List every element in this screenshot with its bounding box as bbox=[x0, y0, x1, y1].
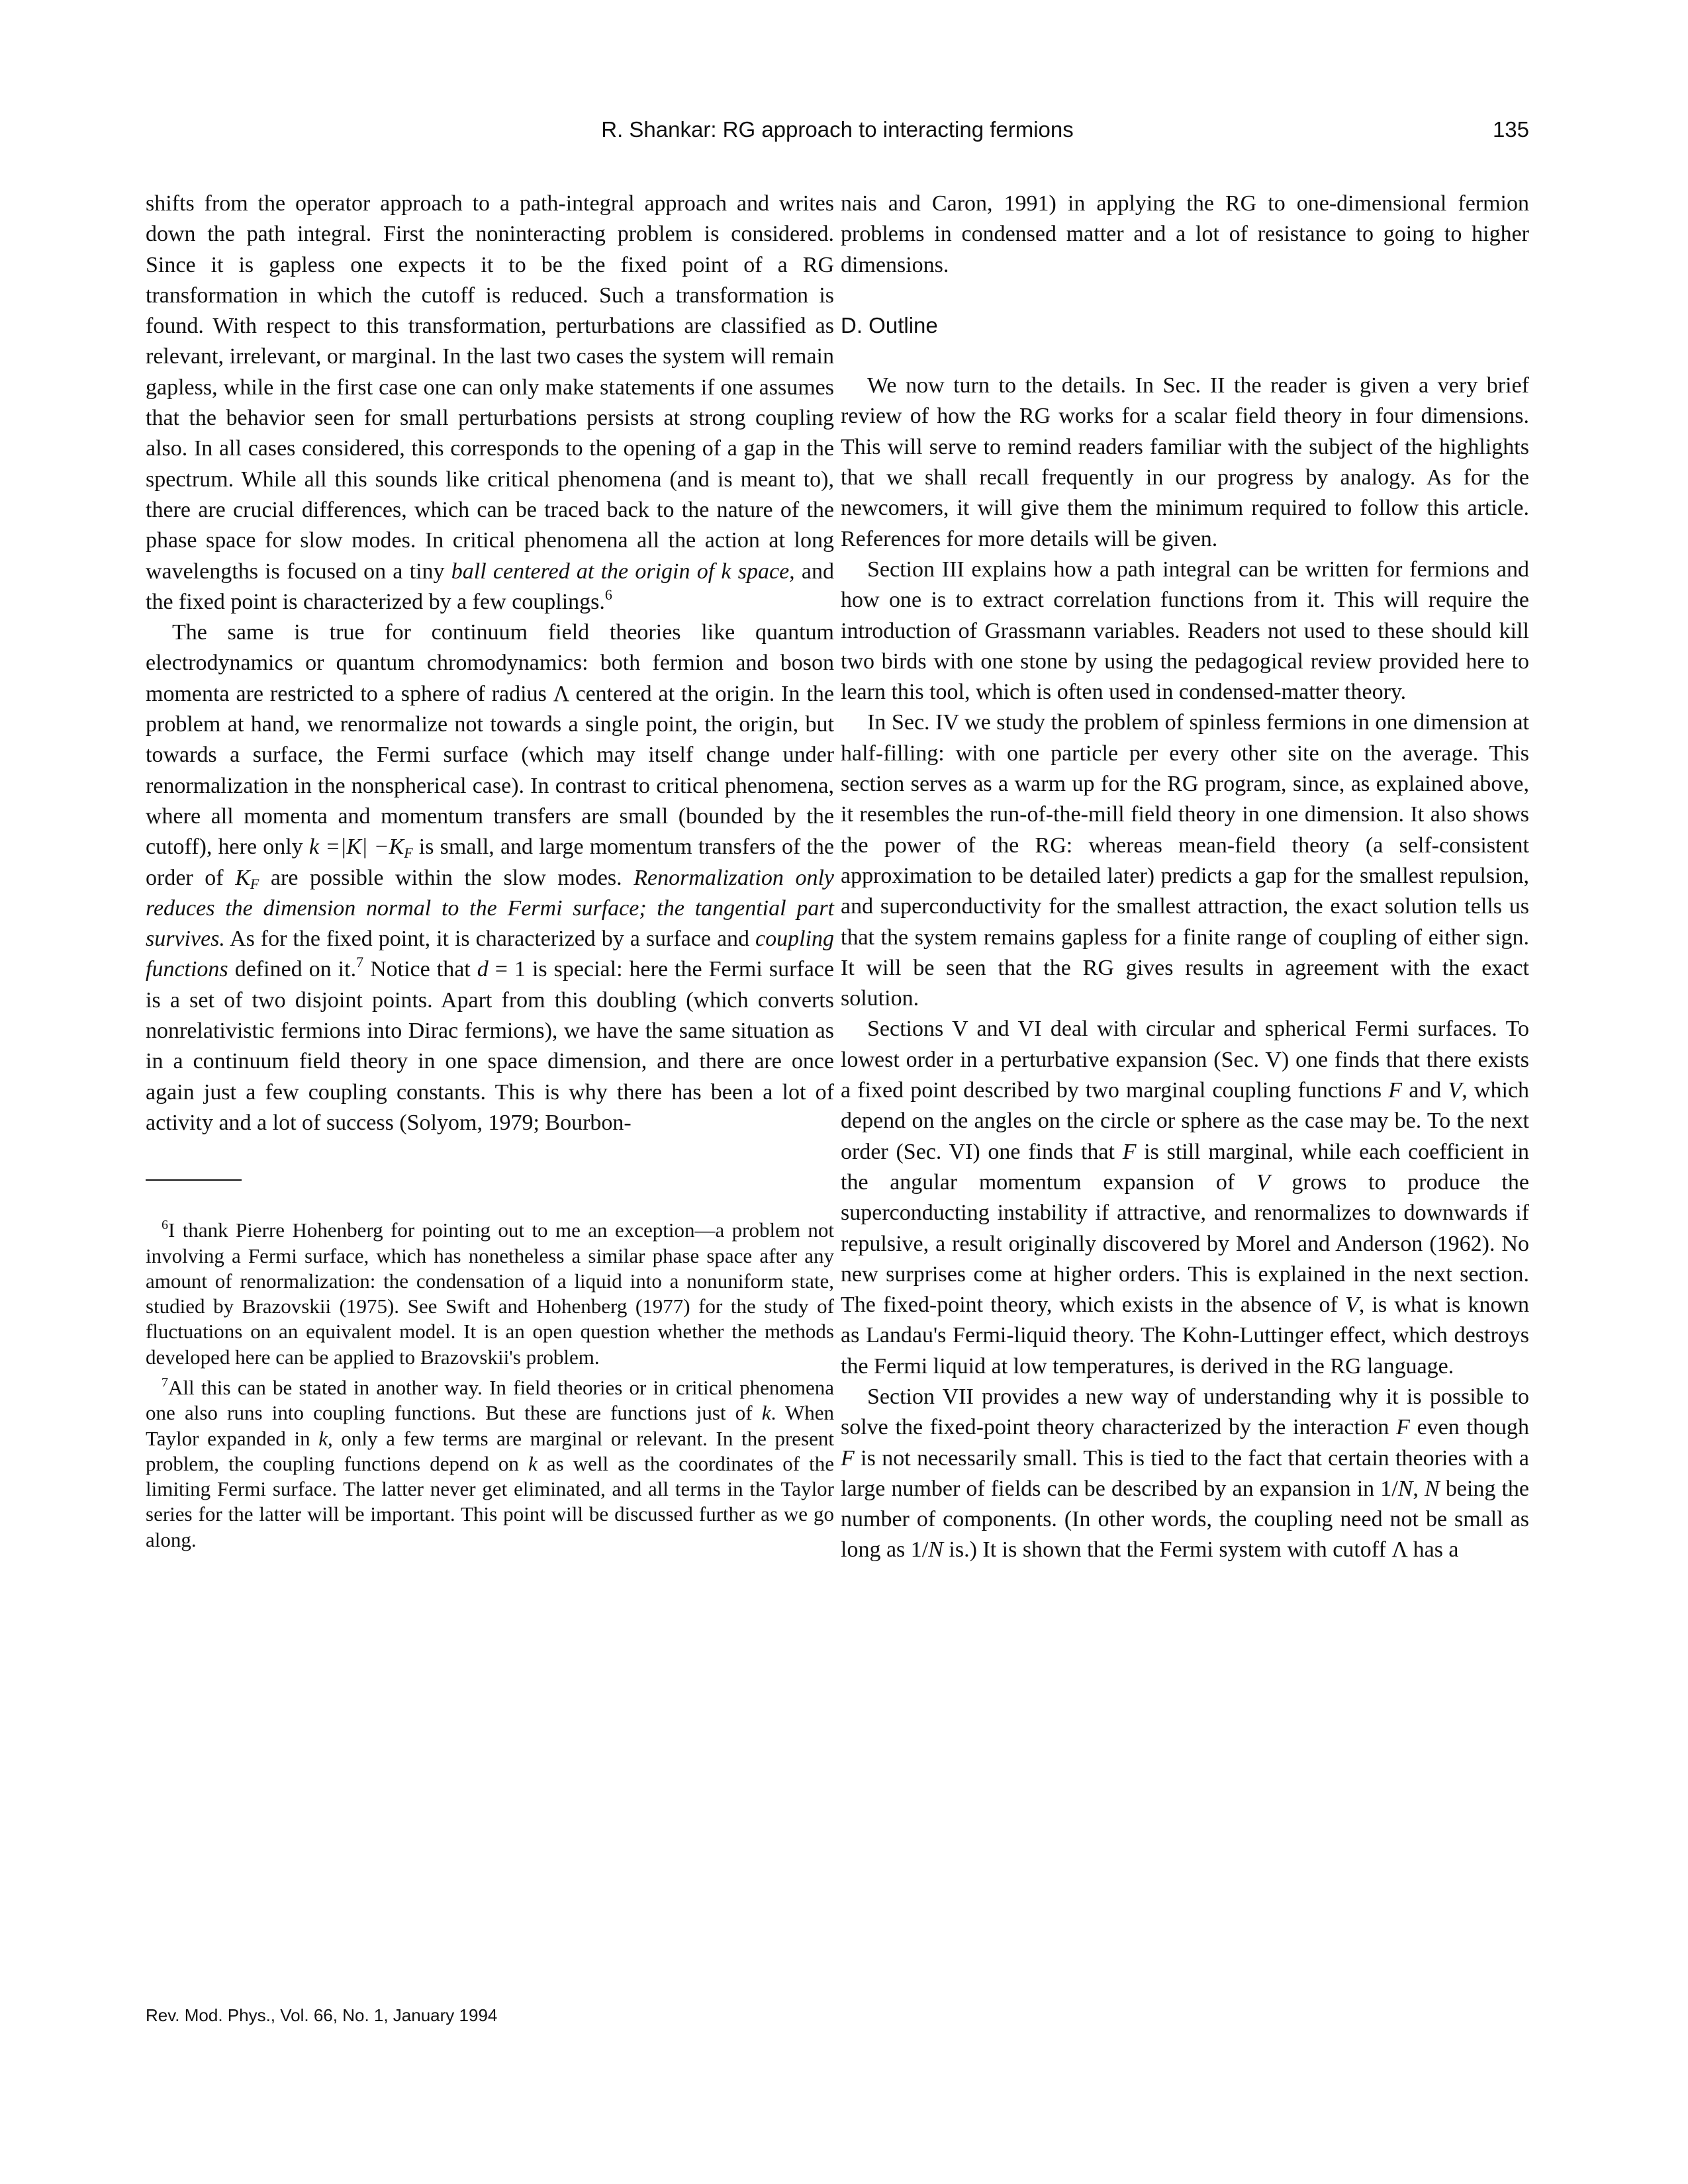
footnote-rule bbox=[146, 1179, 242, 1181]
running-title: R. Shankar: RG approach to interacting fermions bbox=[601, 117, 1074, 142]
page-number: 135 bbox=[1492, 117, 1529, 142]
footnote-6: $^6$I thank Pierre Hohenberg for pointing out to me an exception—a problem not involving a Fermi surface, which has nonetheless a similar phase space after any amount of renormalization: the condensation of a liquid into a nonuniform state, studied by Brazovskii (1975). See Swift and Hohenberg (1977) for the study of fluctuations on an equivalent model. It is an open question whether the methods developed here can be applied to Brazovskii's problem. bbox=[146, 1218, 834, 1369]
left-paragraph-1: shifts from the operator approach to a path-integral approach and writes down the path integral. First the noninteracting problem is considered. Since it is gapless one expects it to be the fixed point of a RG transformation in which the cutoff is reduced. Such a transformation is found. With respect to this transformation, perturbations are classified as relevant, irrelevant, or marginal. In the last two cases the system will remain gapless, while in the first case one can only make statements if one assumes that the behavior seen for small perturbations persists at strong coupling also. In all cases considered, this corresponds to the opening of a gap in the spectrum. While all this sounds like critical phenomena (and is meant to), there are crucial differences, which can be traced back to the nature of the phase space for slow modes. In critical phenomena all the action at long wavelengths is focused on a tiny ball centered at the origin of k space, and the fixed point is characterized by a few couplings.$^6$ bbox=[146, 191, 834, 614]
right-paragraph-continued: nais and Caron, 1991) in applying the RG to one-dimensional fermion problems in condensed matter and a lot of resistance to going to higher dimensions. bbox=[841, 191, 1529, 277]
footnote-7: $^7$All this can be stated in another way. In field theories or in critical phenomena one also runs into coupling functions. But these are functions just of k. When Taylor expanded in k, only a few terms are marginal or relevant. In the present problem, the coupling functions depend on k as well as the coordinates of the limiting Fermi surface. The latter never get eliminated, and all terms in the Taylor series for the latter will be important. This point will be discussed further as we go along. bbox=[146, 1375, 835, 1551]
footnote-ref-7[interactable]: 7 bbox=[356, 954, 364, 971]
right-paragraph-3: In Sec. IV we study the problem of spinless fermions in one dimension at half-filling: with one particle per every other site on the average. This section serves as a warm up for the RG program, since, as explained above, it resembles the run-of-the-mill field theory in one dimension. It also shows the power of the RG: whereas mean-field theory (a self-consistent approximation to be detailed later) predicts a gap for the smallest repulsion, and superconductivity for the smallest attraction, the exact solution tells us that the system remains gapless for a finite range of coupling of either sign. It will be seen that the RG gives results in agreement with the exact solution. bbox=[841, 710, 1529, 1011]
right-paragraph-5: Section VII provides a new way of understanding why it is possible to solve the fixed-point theory characterized by the interaction F even though F is not necessarily small. This is tied to the fact that certain theories with a large number of fields can be described by an expansion in 1/N, N being the number of components. (In other words, the coupling need not be small as long as 1/N is.) It is shown that the Fermi system with cutoff Λ has a bbox=[841, 1384, 1530, 1563]
left-column bbox=[146, 189, 834, 1558]
right-paragraph-1: We now turn to the details. In Sec. II the reader is given a very brief review of how the RG works for a scalar field theory in four dimensions. This will serve to remind readers familiar with the subject of the highlights that we shall recall frequently in our progress by analogy. As for the newcomers, it will give them the minimum required to follow this article. References for more details will be given. bbox=[841, 373, 1529, 551]
journal-citation-footer: Rev. Mod. Phys., Vol. 66, No. 1, January 1994 bbox=[146, 2005, 498, 2025]
math-k-expression: $k =|K| -K_F$ bbox=[308, 835, 413, 862]
math-KF: $K_F$ bbox=[235, 865, 259, 892]
left-paragraph-2: The same is true for continuum field theories like quantum electrodynamics or quantum chromodynamics: both fermion and boson momenta are restricted to a sphere of radius Λ centered at the origin. In the problem at hand, we renormalize not towards a single point, the origin, but towards a surface, the Fermi surface (which may itself change under renormalization in the nonspherical case). In contrast to critical phenomena, where all momenta and momentum transfers are small (bounded by the cutoff), here only $k =|K| -K_F$ is small, and large momentum transfers of the order of $K_F$ are possible within the slow modes. Renormalization only reduces the dimension normal to the Fermi surface; the tangential part survives. As for the fixed point, it is characterized by a surface and coupling functions defined on it.$^7$ Notice that d = 1 is special: here the Fermi surface is a set of two disjoint points. Apart from this doubling (which converts nonrelativistic fermions into Dirac fermions), we have the same situation as in a continuum field theory in one space dimension, and there are once again just a few coupling constants. This is why there has been a lot of activity and a lot of success (Solyom, 1979; Bourbon- bbox=[146, 620, 834, 1135]
footnote-ref-6[interactable]: 6 bbox=[604, 586, 612, 603]
right-column bbox=[841, 189, 1529, 1566]
running-head bbox=[146, 110, 1529, 150]
section-heading-outline: D. Outline bbox=[841, 312, 938, 338]
right-paragraph-4: Sections V and VI deal with circular and spherical Fermi surfaces. To lowest order in a perturbative expansion (Sec. V) one finds that there exists a fixed point described by two marginal coupling functions F and V, which depend on the angles on the circle or sphere as the case may be. To the next order (Sec. VI) one finds that F is still marginal, while each coefficient in the angular momentum expansion of V grows to produce the superconducting instability if attractive, and renormalizes to downwards if repulsive, a result originally discovered by Morel and Anderson (1962). No new surprises come at higher orders. This is explained in the next section. The fixed-point theory, which exists in the absence of V, is what is known as Landau's Fermi-liquid theory. The Kohn-Luttinger effect, which destroys the Fermi liquid at low temperatures, is derived in the RG language. bbox=[841, 1017, 1530, 1379]
right-paragraph-2: Section III explains how a path integral can be written for fermions and how one is to extract correlation functions from it. This will require the introduction of Grassmann variables. Readers not used to these should kill two birds with one stone by using the pedagogical review provided here to learn this tool, which is often used in condensed-matter theory. bbox=[841, 557, 1529, 705]
